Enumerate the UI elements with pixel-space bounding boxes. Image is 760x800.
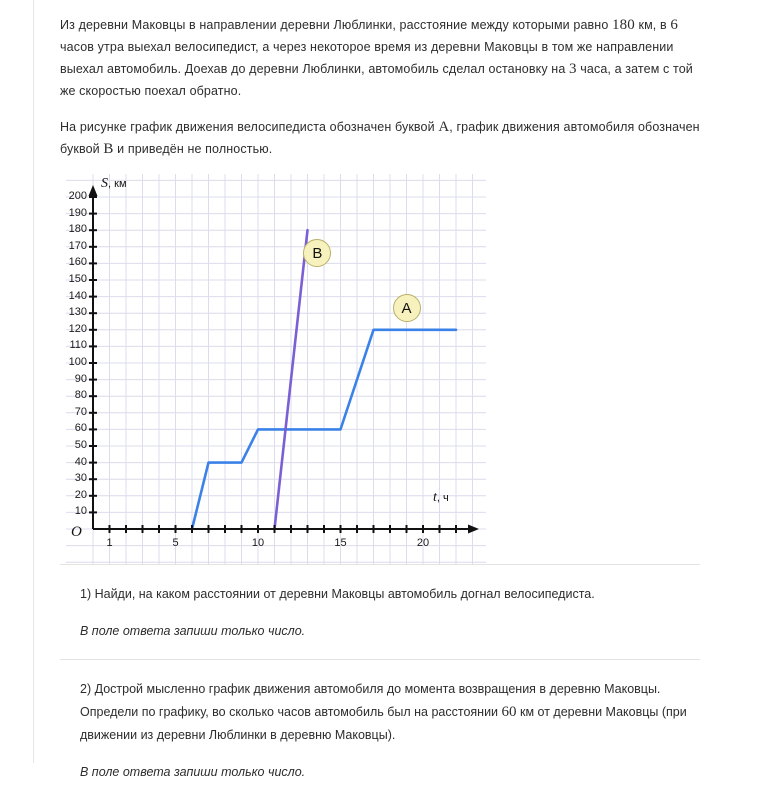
question-2	[60, 659, 700, 800]
p1-text-c: часов утра выехал велосипедист, а через некоторое время из деревни Маковцы в том же направлении выехал автомобиль. Доехав до деревни Люблинки, автомобиль сделал остановку на	[60, 40, 674, 76]
y-tick-label-200: 200	[68, 190, 87, 202]
y-tick-label-10: 10	[74, 505, 87, 518]
question-1-hint: В поле ответа запиши только число.	[80, 624, 306, 638]
series-marker-A: A	[393, 294, 421, 322]
p2-text-a: На рисунке график движения велосипедиста обозначен буквой	[60, 120, 439, 134]
y-tick-label-30: 30	[74, 472, 87, 485]
y-tick-label-20: 20	[74, 488, 87, 501]
page-left-rail	[33, 0, 34, 763]
question-2-text	[80, 678, 700, 747]
motion-graph-figure	[66, 174, 486, 564]
chart-ticks	[89, 197, 456, 533]
q2-text-b: км от деревни Маковцы (при движении из деревни Люблинки в деревню Маковцы).	[80, 705, 687, 742]
task-content	[60, 0, 700, 779]
y-tick-label-40: 40	[74, 455, 87, 468]
q2-text-a: 2) Дострой мысленно график движения автомобиля до момента возвращения в деревню Маковцы. Определи по графику, во сколько часов автомобиль был на расстоянии	[80, 682, 661, 719]
p1-text-a: Из деревни Маковцы в направлении деревни Люблинки, расстояние между которыми равно	[60, 18, 613, 32]
p1-text-d: часа, а затем с той же скоростью поехал обратно.	[60, 62, 693, 98]
origin-label: O	[71, 524, 82, 540]
x-tick-label-5: 5	[172, 537, 179, 549]
y-tick-label-140: 140	[68, 289, 87, 302]
p1-number-3: 3	[569, 61, 577, 77]
y-tick-label-110: 110	[69, 339, 87, 352]
p1-number-6: 6	[670, 17, 678, 33]
y-tick-label-160: 160	[68, 256, 87, 269]
p2-text-c: и приведён не полностью.	[113, 142, 273, 156]
y-tick-label-190: 190	[68, 206, 87, 219]
chart-axes	[89, 185, 480, 534]
p2-letter-a: A	[438, 119, 450, 135]
q2-number-60: 60	[501, 704, 517, 720]
y-tick-label-130: 130	[68, 306, 87, 319]
y-tick-label-180: 180	[68, 223, 87, 236]
y-axis-title: S, км	[101, 176, 127, 191]
y-tick-label-120: 120	[68, 322, 87, 335]
y-tick-label-60: 60	[74, 422, 87, 435]
x-tick-label-20: 20	[416, 537, 430, 549]
y-tick-label-70: 70	[74, 405, 87, 418]
y-tick-label-50: 50	[74, 439, 87, 451]
x-tick-label-10: 10	[251, 537, 265, 549]
statement-paragraph-2	[60, 116, 700, 160]
statement-paragraph-1	[60, 14, 700, 102]
y-tick-label-150: 150	[68, 273, 87, 285]
y-tick-label-100: 100	[68, 356, 87, 368]
question-1	[60, 564, 700, 659]
x-tick-label-1: 1	[106, 537, 113, 549]
question-1-text: 1) Найди, на каком расстоянии от деревни Маковцы автомобиль догнал велосипедиста.	[80, 587, 595, 601]
y-tick-label-90: 90	[74, 372, 87, 385]
question-2-hint: В поле ответа запиши только число.	[80, 765, 306, 779]
y-tick-label-170: 170	[68, 239, 87, 252]
p1-text-b: км, в	[634, 18, 671, 32]
p1-number-180: 180	[612, 17, 635, 33]
p2-text-b: , график движения автомобиля обозначен буквой	[60, 120, 700, 156]
task-statement	[60, 0, 700, 160]
motion-graph-svg	[66, 174, 486, 564]
x-axis-title: t, ч	[433, 490, 449, 505]
x-tick-label-15: 15	[334, 537, 347, 549]
y-tick-label-80: 80	[74, 389, 87, 402]
series-marker-B: B	[303, 239, 331, 267]
p2-letter-b: B	[103, 141, 114, 157]
